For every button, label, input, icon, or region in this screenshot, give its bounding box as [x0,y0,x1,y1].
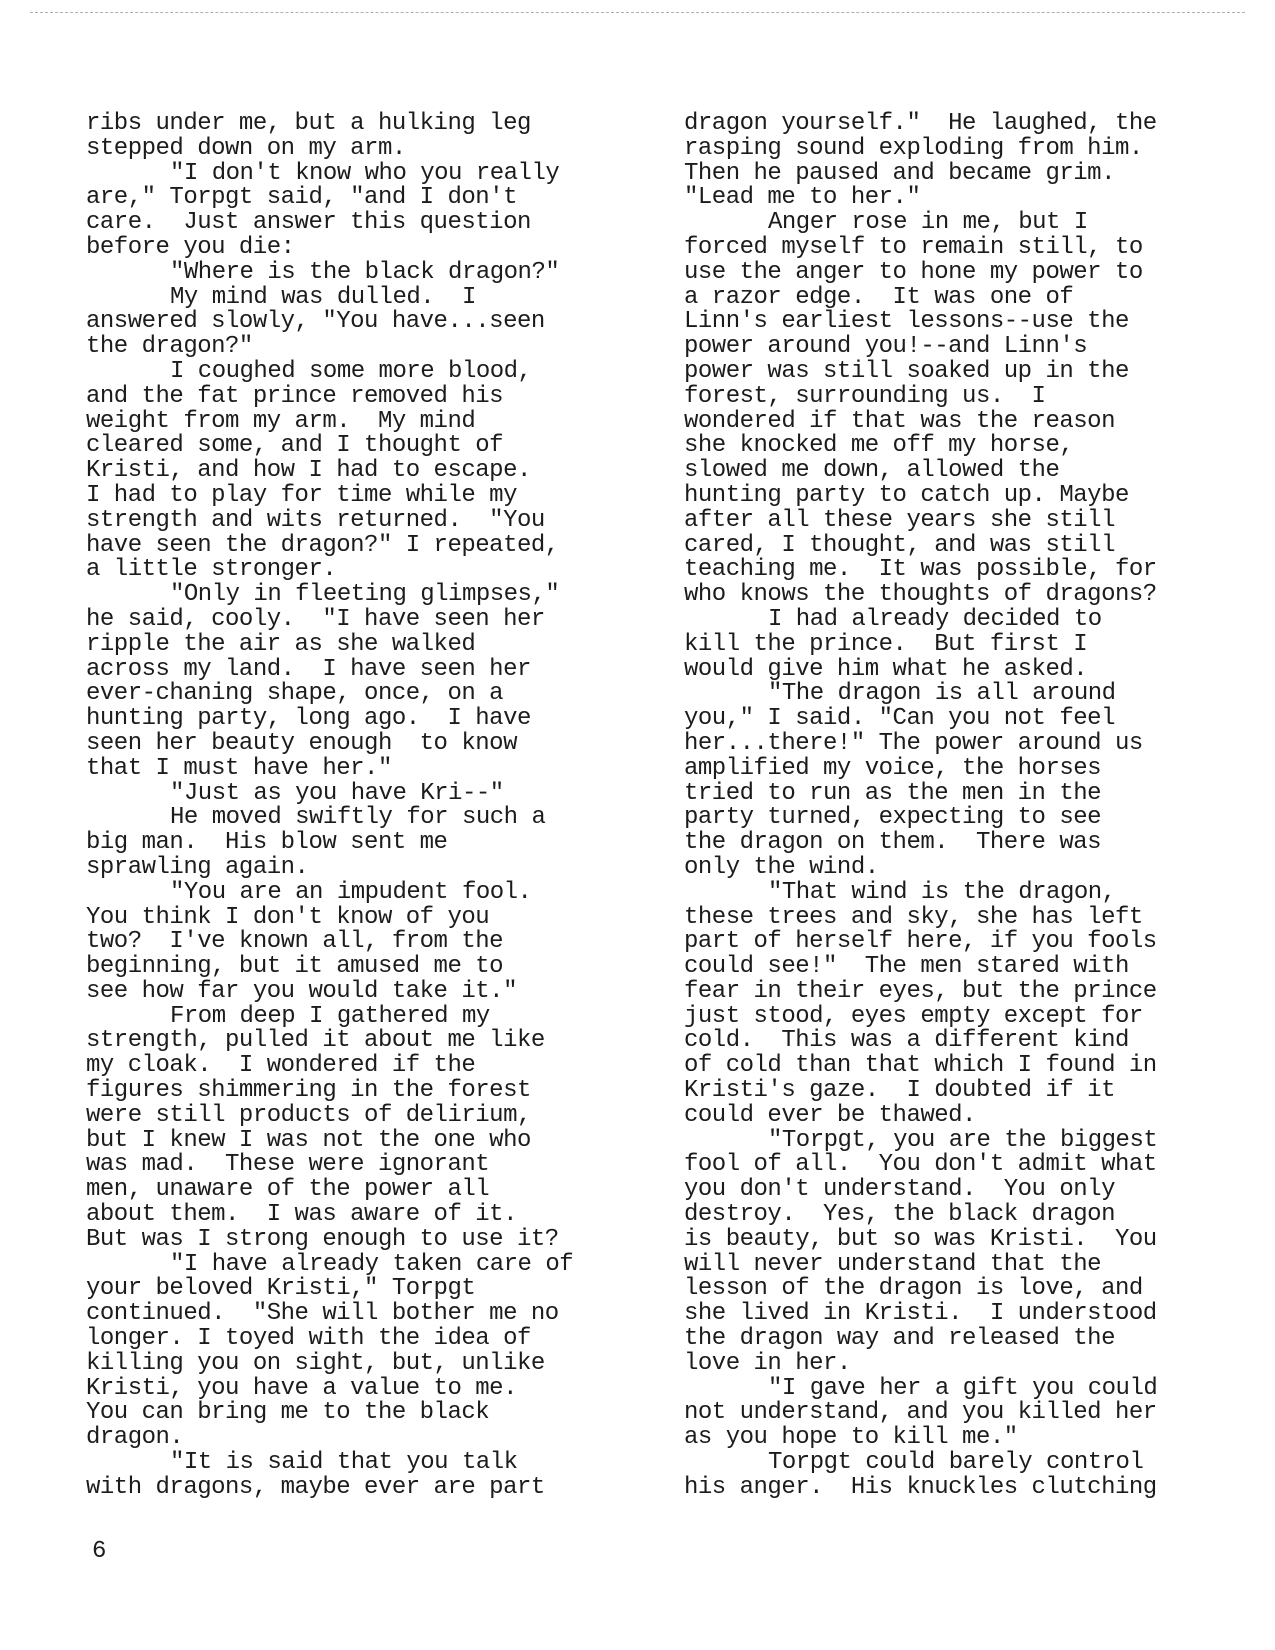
text-line: ribs under me, but a hulking leg [86,110,531,137]
text-line: Kristi, and how I had to escape. [86,457,531,485]
text-line: sprawling again. [86,853,309,881]
page-number: 6 [92,1538,107,1565]
text-line: dragon. [86,1424,184,1452]
text-line: "It is said that you talk [170,1449,518,1477]
text-line: You think I don't know of you [86,903,490,931]
text-line: wondered if that was the reason [684,407,1115,435]
text-line: love in her. [684,1349,851,1377]
text-line: only the wind. [684,853,879,881]
right-column [684,112,1224,1501]
text-line: see how far you would take it." [86,977,517,1005]
text-line: could ever be thawed. [684,1101,976,1129]
text-line: part of herself here, if you fools [684,928,1157,956]
text-line: Kristi's gaze. I doubted if it [684,1077,1115,1105]
text-line: who knows the thoughts of dragons? [684,581,1157,609]
text-line: rasping sound exploding from him. [684,134,1143,162]
text-line: are," Torpgt said, "and I don't [86,184,517,212]
text-line: about them. I was aware of it. [86,1201,517,1229]
text-line: I had already decided to [768,605,1102,633]
text-line: weight from my arm. My mind [86,407,476,435]
text-line: You can bring me to the black [86,1399,490,1427]
text-line: of cold than that which I found in [684,1052,1157,1080]
text-line: longer. I toyed with the idea of [86,1325,531,1353]
text-line: I coughed some more blood, [170,357,532,385]
text-line: his anger. His knuckles clutching [684,1473,1157,1501]
text-line: He moved swiftly for such a [170,804,546,832]
text-line: these trees and sky, she has left [684,903,1143,931]
text-line: party turned, expecting to see [684,804,1102,832]
text-line: care. Just answer this question [86,209,531,237]
text-line: just stood, eyes empty except for [684,1002,1143,1030]
text-line: "I gave her a gift you could [768,1374,1158,1402]
text-line: forced myself to remain still, to [684,233,1143,261]
text-line: will never understand that the [684,1250,1102,1278]
text-line: my cloak. I wondered if the [86,1052,476,1080]
text-line: tried to run as the men in the [684,779,1102,807]
text-line: But was I strong enough to use it? [86,1225,559,1253]
text-line: use the anger to hone my power to [684,258,1143,286]
text-line: Anger rose in me, but I [768,209,1088,237]
text-line: cared, I thought, and was still [684,531,1115,559]
text-line: killing you on sight, but, unlike [86,1349,545,1377]
text-line: "Just as you have Kri--" [170,779,504,807]
text-line: before you die: [86,233,295,261]
text-line: two? I've known all, from the [86,928,504,956]
text-line: cleared some, and I thought of [86,432,504,460]
text-line: Linn's earliest lessons--use the [684,308,1129,336]
text-line: "I have already taken care of [170,1250,574,1278]
text-line: "The dragon is all around [768,680,1116,708]
text-line: the dragon?" [86,333,253,361]
text-line: Kristi, you have a value to me. [86,1374,517,1402]
text-line: is beauty, but so was Kristi. You [684,1225,1157,1253]
text-line: as you hope to kill me." [684,1424,1018,1452]
text-line: the dragon on them. There was [684,829,1102,857]
text-line: Torpgt could barely control [768,1449,1144,1477]
text-line: "That wind is the dragon, [768,878,1116,906]
text-line: after all these years she still [684,506,1115,534]
text-line: destroy. Yes, the black dragon [684,1201,1115,1229]
text-line: lesson of the dragon is love, and [684,1275,1143,1303]
text-line: forest, surrounding us. I [684,382,1046,410]
top-edge-rule [30,12,1245,13]
text-line: I had to play for time while my [86,481,517,509]
text-line: dragon yourself." He laughed, the [684,110,1157,137]
text-line: could see!" The men stared with [684,953,1129,981]
text-line: would give him what he asked. [684,655,1088,683]
text-line: were still products of delirium, [86,1101,531,1129]
text-line: From deep I gathered my [170,1002,490,1030]
text-line: hunting party, long ago. I have [86,705,531,733]
text-line: ever-chaning shape, once, on a [86,680,504,708]
text-line: continued. "She will bother me no [86,1300,559,1328]
text-line: teaching me. It was possible, for [684,556,1157,584]
text-line: she knocked me off my horse, [684,432,1074,460]
text-line: you don't understand. You only [684,1176,1115,1204]
text-line: "You are an impudent fool. [170,878,532,906]
text-line: "Lead me to her." [684,184,921,212]
text-line: was mad. These were ignorant [86,1151,490,1179]
text-line: a razor edge. It was one of [684,283,1074,311]
text-line: stepped down on my arm. [86,134,406,162]
text-line: she lived in Kristi. I understood [684,1300,1157,1328]
text-line: Then he paused and became grim. [684,159,1115,187]
text-line: that I must have her." [86,754,392,782]
text-line: "Where is the black dragon?" [170,258,560,286]
text-line: but I knew I was not the one who [86,1126,531,1154]
text-line: ripple the air as she walked [86,630,476,658]
text-line: My mind was dulled. I [170,283,476,311]
text-line: fear in their eyes, but the prince [684,977,1157,1005]
text-line: figures shimmering in the forest [86,1077,531,1105]
text-line: strength, pulled it about me like [86,1027,545,1055]
text-line: seen her beauty enough to know [86,729,517,757]
text-line: across my land. I have seen her [86,655,531,683]
text-line: your beloved Kristi," Torpgt [86,1275,476,1303]
text-line: slowed me down, allowed the [684,457,1060,485]
text-line: and the fat prince removed his [86,382,504,410]
text-line: answered slowly, "You have...seen [86,308,545,336]
text-line: her...there!" The power around us [684,729,1143,757]
text-line: cold. This was a different kind [684,1027,1129,1055]
text-line: you," I said. "Can you not feel [684,705,1115,733]
text-line: not understand, and you killed her [684,1399,1157,1427]
text-line: power around you!--and Linn's [684,333,1088,361]
text-line: have seen the dragon?" I repeated, [86,531,559,559]
text-line: "Only in fleeting glimpses," [170,581,560,609]
text-line: the dragon way and released the [684,1325,1115,1353]
text-line: fool of all. You don't admit what [684,1151,1157,1179]
text-line: he said, cooly. "I have seen her [86,605,545,633]
text-line: "Torpgt, you are the biggest [768,1126,1158,1154]
text-line: big man. His blow sent me [86,829,448,857]
text-line: hunting party to catch up. Maybe [684,481,1129,509]
text-line: a little stronger. [86,556,337,584]
text-line: "I don't know who you really [170,159,560,187]
text-line: men, unaware of the power all [86,1176,490,1204]
text-line: kill the prince. But first I [684,630,1088,658]
left-column [86,112,626,1501]
text-line: strength and wits returned. "You [86,506,545,534]
text-line: with dragons, maybe ever are part [86,1473,545,1501]
text-line: power was still soaked up in the [684,357,1129,385]
text-line: beginning, but it amused me to [86,953,504,981]
text-line: amplified my voice, the horses [684,754,1102,782]
